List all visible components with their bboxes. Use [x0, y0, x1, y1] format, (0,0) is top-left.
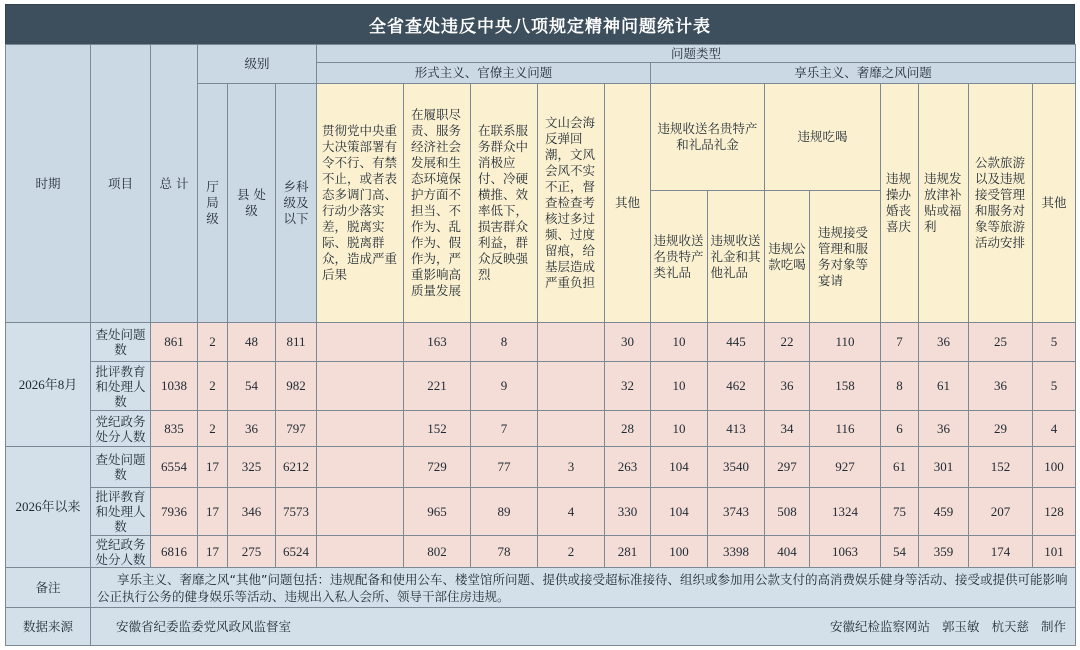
value-total: 1038 — [151, 362, 198, 411]
value-gift-money: 413 — [708, 411, 765, 447]
value-weddings-funerals: 54 — [881, 536, 919, 568]
value-formalism-duty: 729 — [404, 447, 471, 488]
value-allowances: 36 — [919, 323, 969, 362]
value-dining-public-funds: 297 — [765, 447, 810, 488]
header-formalism-meetings: 文山会海反弹回潮，文风会风不实不正，督查检查考核过多过频、过度留痕，给基层造成严重负担 — [538, 84, 605, 323]
header-level-group: 级别 — [198, 45, 317, 84]
value-level-department: 2 — [198, 362, 228, 411]
value-dining-public-funds: 36 — [765, 362, 810, 411]
header-formalism-other: 其他 — [605, 84, 651, 323]
statistics-table-frame — [5, 4, 1075, 646]
item-label: 查处问题数 — [91, 323, 151, 362]
value-formalism-decision — [317, 536, 404, 568]
table-row — [6, 323, 1076, 362]
header-dining-banquet: 违规接受管理和服务对象等宴请 — [810, 191, 881, 323]
value-formalism-service: 8 — [471, 323, 538, 362]
value-formalism-decision — [317, 411, 404, 447]
value-allowances: 61 — [919, 362, 969, 411]
value-weddings-funerals: 6 — [881, 411, 919, 447]
note-row — [6, 568, 1076, 608]
table-row — [6, 411, 1076, 447]
header-level-county: 县 处 级 — [228, 84, 276, 323]
value-hedonism-other: 100 — [1033, 447, 1076, 488]
header-level-department: 厅局级 — [198, 84, 228, 323]
header-weddings-funerals: 违规操办婚丧喜庆 — [881, 84, 919, 323]
value-formalism-service: 9 — [471, 362, 538, 411]
table-header — [6, 45, 1076, 323]
table-footer — [6, 568, 1076, 646]
value-travel: 152 — [969, 447, 1033, 488]
header-dining-group: 违规吃喝 — [765, 84, 881, 191]
table-row — [6, 536, 1076, 568]
value-level-department: 17 — [198, 536, 228, 568]
header-travel: 公款旅游以及违规接受管理和服务对象等旅游活动安排 — [969, 84, 1033, 323]
value-level-county: 346 — [228, 488, 276, 536]
value-dining-banquet: 110 — [810, 323, 881, 362]
credit-author-1: 郭玉敏 — [941, 618, 980, 634]
value-formalism-decision — [317, 447, 404, 488]
period-label: 2026年以来 — [6, 447, 91, 568]
value-total: 835 — [151, 411, 198, 447]
value-formalism-duty: 152 — [404, 411, 471, 447]
credits — [818, 619, 1066, 635]
value-weddings-funerals: 61 — [881, 447, 919, 488]
value-gift-money: 3743 — [708, 488, 765, 536]
period-label: 2026年8月 — [6, 323, 91, 447]
value-formalism-duty: 163 — [404, 323, 471, 362]
value-dining-public-funds: 508 — [765, 488, 810, 536]
value-formalism-duty: 965 — [404, 488, 471, 536]
source-label: 数据来源 — [6, 608, 91, 646]
header-total: 总 计 — [151, 45, 198, 323]
value-level-township: 6212 — [276, 447, 317, 488]
table-body — [6, 323, 1076, 568]
value-formalism-duty: 221 — [404, 362, 471, 411]
value-hedonism-other: 5 — [1033, 362, 1076, 411]
value-total: 6816 — [151, 536, 198, 568]
value-level-county: 54 — [228, 362, 276, 411]
value-gift-money: 462 — [708, 362, 765, 411]
item-label: 党纪政务处分人数 — [91, 536, 151, 568]
value-formalism-other: 330 — [605, 488, 651, 536]
value-gift-money: 3398 — [708, 536, 765, 568]
value-level-township: 797 — [276, 411, 317, 447]
value-total: 861 — [151, 323, 198, 362]
value-level-department: 2 — [198, 323, 228, 362]
value-level-county: 48 — [228, 323, 276, 362]
value-allowances: 301 — [919, 447, 969, 488]
value-allowances: 36 — [919, 411, 969, 447]
value-gift-money: 3540 — [708, 447, 765, 488]
value-formalism-other: 28 — [605, 411, 651, 447]
table-title: 全省查处违反中央八项规定精神问题统计表 — [5, 4, 1075, 44]
header-row — [6, 45, 1076, 63]
credit-made: 制作 — [1041, 618, 1067, 634]
value-level-township: 811 — [276, 323, 317, 362]
header-gift-money: 违规收送礼金和其他礼品 — [708, 191, 765, 323]
value-formalism-service: 77 — [471, 447, 538, 488]
credit-website: 安徽纪检监察网站 — [829, 618, 930, 634]
value-formalism-meetings — [538, 323, 605, 362]
table-row — [6, 447, 1076, 488]
value-travel: 29 — [969, 411, 1033, 447]
value-dining-banquet: 116 — [810, 411, 881, 447]
value-travel: 25 — [969, 323, 1033, 362]
value-level-township: 6524 — [276, 536, 317, 568]
value-gift-specialty: 10 — [651, 362, 708, 411]
value-travel: 207 — [969, 488, 1033, 536]
value-level-county: 275 — [228, 536, 276, 568]
value-formalism-other: 281 — [605, 536, 651, 568]
item-label: 党纪政务处分人数 — [91, 411, 151, 447]
statistics-table — [5, 44, 1076, 646]
value-hedonism-other: 5 — [1033, 323, 1076, 362]
value-gift-specialty: 104 — [651, 488, 708, 536]
value-formalism-service: 78 — [471, 536, 538, 568]
table-row — [6, 362, 1076, 411]
header-dining-public-funds: 违规公款吃喝 — [765, 191, 810, 323]
value-gift-specialty: 100 — [651, 536, 708, 568]
value-level-county: 325 — [228, 447, 276, 488]
value-dining-banquet: 1063 — [810, 536, 881, 568]
value-dining-public-funds: 22 — [765, 323, 810, 362]
header-item: 项目 — [91, 45, 151, 323]
value-dining-banquet: 927 — [810, 447, 881, 488]
value-hedonism-other: 4 — [1033, 411, 1076, 447]
credit-author-2: 杭天慈 — [991, 618, 1030, 634]
value-formalism-meetings: 2 — [538, 536, 605, 568]
value-formalism-other: 32 — [605, 362, 651, 411]
value-formalism-decision — [317, 362, 404, 411]
value-formalism-meetings — [538, 362, 605, 411]
header-gift-specialty: 违规收送名贵特产类礼品 — [651, 191, 708, 323]
header-problem-type: 问题类型 — [317, 45, 1076, 63]
header-formalism-group: 形式主义、官僚主义问题 — [317, 63, 651, 84]
value-formalism-other: 30 — [605, 323, 651, 362]
item-label: 查处问题数 — [91, 447, 151, 488]
source-row — [6, 608, 1076, 646]
item-label: 批评教育和处理人数 — [91, 488, 151, 536]
value-formalism-other: 263 — [605, 447, 651, 488]
value-gift-specialty: 104 — [651, 447, 708, 488]
header-allowances: 违规发放津补贴或福利 — [919, 84, 969, 323]
value-formalism-decision — [317, 323, 404, 362]
header-formalism-duty: 在履职尽责、服务经济社会发展和生态环境保护方面不担当、不作为、乱作为、假作为，严重影响高质量发展 — [404, 84, 471, 323]
value-hedonism-other: 128 — [1033, 488, 1076, 536]
value-allowances: 359 — [919, 536, 969, 568]
value-dining-public-funds: 404 — [765, 536, 810, 568]
source-cell — [91, 608, 1076, 646]
value-formalism-meetings: 4 — [538, 488, 605, 536]
note-text: 享乐主义、奢靡之风“其他”问题包括：违规配备和使用公车、楼堂馆所问题、提供或接受超标准接待、组织或参加用公款支付的高消费娱乐健身等活动、接受或提供可能影响公正执行公务的健身娱乐等活动、违规出入私人会所、领导干部住房违规。 — [91, 568, 1076, 608]
header-hedonism-other: 其他 — [1033, 84, 1076, 323]
value-formalism-meetings: 3 — [538, 447, 605, 488]
value-hedonism-other: 101 — [1033, 536, 1076, 568]
header-level-township: 乡科级及以下 — [276, 84, 317, 323]
source-text: 安徽省纪委监委党风政风监督室 — [116, 618, 292, 634]
value-travel: 36 — [969, 362, 1033, 411]
value-gift-specialty: 10 — [651, 323, 708, 362]
value-weddings-funerals: 8 — [881, 362, 919, 411]
value-total: 7936 — [151, 488, 198, 536]
value-level-department: 2 — [198, 411, 228, 447]
value-weddings-funerals: 75 — [881, 488, 919, 536]
value-allowances: 459 — [919, 488, 969, 536]
value-gift-money: 445 — [708, 323, 765, 362]
value-dining-public-funds: 34 — [765, 411, 810, 447]
item-label: 批评教育和处理人数 — [91, 362, 151, 411]
header-period: 时期 — [6, 45, 91, 323]
value-formalism-service: 89 — [471, 488, 538, 536]
value-dining-banquet: 158 — [810, 362, 881, 411]
value-formalism-decision — [317, 488, 404, 536]
value-total: 6554 — [151, 447, 198, 488]
value-weddings-funerals: 7 — [881, 323, 919, 362]
header-gifts-group: 违规收送名贵特产和礼品礼金 — [651, 84, 765, 191]
header-formalism-service: 在联系服务群众中消极应付、冷硬横推、效率低下，损害群众利益，群众反映强烈 — [471, 84, 538, 323]
table-row — [6, 488, 1076, 536]
value-formalism-meetings — [538, 411, 605, 447]
note-label: 备注 — [6, 568, 91, 608]
value-formalism-service: 7 — [471, 411, 538, 447]
value-level-township: 7573 — [276, 488, 317, 536]
source-line — [91, 619, 1075, 635]
value-gift-specialty: 10 — [651, 411, 708, 447]
header-formalism-decision: 贯彻党中央重大决策部署有令不行、有禁不止，或者表态多调门高、行动少落实差，脱离实际、脱离群众，造成严重后果 — [317, 84, 404, 323]
value-level-township: 982 — [276, 362, 317, 411]
value-level-county: 36 — [228, 411, 276, 447]
value-level-department: 17 — [198, 488, 228, 536]
value-formalism-duty: 802 — [404, 536, 471, 568]
value-level-department: 17 — [198, 447, 228, 488]
header-hedonism-group: 享乐主义、奢靡之风问题 — [651, 63, 1076, 84]
value-dining-banquet: 1324 — [810, 488, 881, 536]
value-travel: 174 — [969, 536, 1033, 568]
